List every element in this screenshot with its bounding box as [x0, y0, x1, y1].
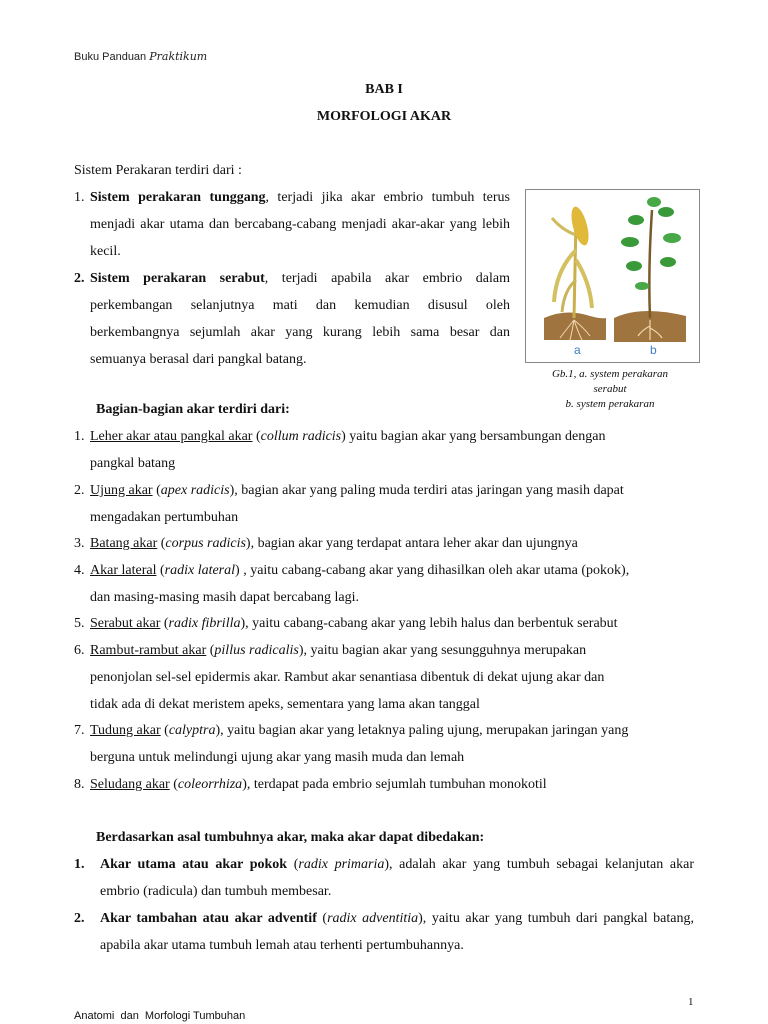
system-2-desc: , terjadi apabila akar embrio dalam perkembangan selanjutnya mati dan kemudian disusul oleh berkembangnya sejumlah akar yang kurang lebih sama besar dan semuanya berasal dari pangkal batang. — [90, 271, 510, 367]
item-latin: pillus radicalis — [214, 643, 299, 658]
item-number: 6. — [74, 643, 85, 658]
item-desc: ), terdapat pada embrio sejumlah tumbuhan monokotil — [242, 777, 547, 792]
item-term: Serabut akar — [90, 616, 161, 631]
page-header — [74, 50, 207, 63]
header-script: Praktikum — [149, 50, 208, 63]
item-desc: ), adalah akar yang tumbuh sebagai kelanjutan akar embrio (radicula) dan tumbuh membesar. — [100, 857, 694, 899]
item-desc: ) , yaitu cabang-cabang akar yang dihasilkan oleh akar utama (pokok), — [235, 563, 630, 578]
item-desc: ), yaitu bagian akar yang sesungguhnya merupakan — [298, 643, 587, 658]
item-desc: ) yaitu bagian akar yang bersambungan dengan — [341, 429, 606, 444]
item-text: Akar lateral (radix lateral) , yaitu cabang-cabang akar yang dihasilkan oleh akar utama (pokok), dan masing-masing masih dapat bercabang lagi. — [90, 563, 630, 605]
label-a: a — [574, 343, 581, 357]
system-2-number: 2. — [74, 271, 85, 286]
item-text: Tudung akar (calyptra), yaitu bagian akar yang letaknya paling ujung, merupakan jaringan yang berguna untuk melindungi ujung akar yang masih muda dan lemah — [90, 723, 629, 765]
header-text: Buku Panduan — [74, 51, 147, 63]
item-desc: ), bagian akar yang terdapat antara leher akar dan ujungnya — [245, 536, 578, 551]
item-desc-cont: berguna untuk melindungi ujung akar yang masih muda dan lemah — [90, 750, 465, 765]
item-number: 2. — [74, 483, 85, 498]
item-desc-cont: mengadakan pertumbuhan — [90, 510, 239, 525]
item-number: 1. — [74, 429, 85, 444]
item-text: Akar utama atau akar pokok (radix primaria), adalah akar yang tumbuh sebagai kelanjutan akar embrio (radicula) dan tumbuh membesar. — [100, 857, 694, 899]
intro-text: Sistem Perakaran terdiri dari : — [74, 163, 242, 178]
item-text: Rambut-rambut akar (pillus radicalis), yaitu bagian akar yang sesungguhnya merupakan penonjolan sel-sel epidermis akar. Rambut akar senantiasa dibentuk di dekat ujung akar dan tidak ada di dekat meristem apeks, sementara yang lama akan tanggal — [90, 643, 605, 712]
figure-caption-line2: serabut — [593, 383, 627, 395]
item-latin: radix fibrilla — [168, 616, 241, 631]
item-latin: coleorrhiza — [177, 777, 243, 792]
item-desc-cont: pangkal batang — [90, 456, 176, 471]
chapter-title: MORFOLOGI AKAR — [316, 109, 452, 124]
item-number: 3. — [74, 536, 85, 551]
label-b: b — [650, 343, 657, 357]
item-desc: ), yaitu akar yang tumbuh dari pangkal batang, apabila akar utama tumbuh lemah atau terhenti pertumbuhannya. — [100, 911, 694, 953]
item-desc: ), yaitu cabang-cabang akar yang lebih halus dan berbentuk serabut — [240, 616, 618, 631]
root-system-figure — [525, 189, 700, 363]
parts-heading: Bagian-bagian akar terdiri dari: — [96, 402, 290, 417]
item-latin: collum radicis — [260, 429, 342, 444]
item-text: Serabut akar (radix fibrilla), yaitu cabang-cabang akar yang lebih halus dan berbentuk serabut — [90, 616, 618, 631]
system-1-term: Sistem perakaran tunggang — [90, 190, 266, 205]
root-system-illustration — [526, 190, 699, 362]
item-text: Seludang akar (coleorrhiza), terdapat pada embrio sejumlah tumbuhan monokotil — [90, 777, 547, 792]
item-latin: radix primaria — [298, 857, 385, 872]
item-text: Ujung akar (apex radicis), bagian akar yang paling muda terdiri atas jaringan yang masih dapat mengadakan pertumbuhan — [90, 483, 624, 525]
item-text: Leher akar atau pangkal akar (collum radicis) yaitu bagian akar yang bersambungan dengan pangkal batang — [90, 429, 606, 471]
system-1-number: 1. — [74, 190, 85, 205]
system-2-term: Sistem perakaran serabut — [90, 271, 265, 286]
item-text: Batang akar (corpus radicis), bagian akar yang terdapat antara leher akar dan ujungnya — [90, 536, 578, 551]
item-term: Batang akar — [90, 536, 158, 551]
item-desc: ), bagian akar yang paling muda terdiri atas jaringan yang masih dapat — [229, 483, 624, 498]
page-number: 1 — [688, 996, 694, 1008]
chapter-number: BAB I — [365, 82, 403, 97]
origin-heading: Berdasarkan asal tumbuhnya akar, maka akar dapat dibedakan: — [96, 830, 485, 845]
item-latin: corpus radicis — [165, 536, 246, 551]
item-number: 2. — [74, 911, 85, 926]
item-desc-cont2: tidak ada di dekat meristem apeks, sementara yang lama akan tanggal — [90, 697, 480, 712]
item-text: Akar tambahan atau akar adventif (radix adventitia), yaitu akar yang tumbuh dari pangkal batang, apabila akar utama tumbuh lemah atau terhenti pertumbuhannya. — [100, 911, 694, 953]
item-desc: ), yaitu bagian akar yang letaknya paling ujung, merupakan jaringan yang — [215, 723, 629, 738]
item-term: Tudung akar — [90, 723, 161, 738]
system-1-text — [90, 184, 510, 265]
figure-caption-line3: b. system perakaran — [565, 398, 655, 410]
item-desc-cont: penonjolan sel-sel epidermis akar. Rambut akar senantiasa dibentuk di dekat ujung akar dan — [90, 670, 605, 685]
item-number: 8. — [74, 777, 85, 792]
corn-plant-icon — [552, 205, 592, 318]
item-term: Rambut-rambut akar — [90, 643, 207, 658]
system-1-desc: , terjadi jika akar embrio tumbuh terus menjadi akar utama dan bercabang-cabang menjadi akar-akar yang lebih kecil. — [90, 190, 510, 259]
page-footer: Anatomi dan Morfologi Tumbuhan — [74, 1010, 246, 1022]
item-number: 7. — [74, 723, 85, 738]
item-term: Akar lateral — [90, 563, 157, 578]
item-latin: radix adventitia — [327, 911, 419, 926]
item-term: Akar tambahan atau akar adventif — [100, 911, 317, 926]
figure-caption-line1: Gb.1, a. system perakaran — [551, 368, 669, 380]
item-term: Akar utama atau akar pokok — [100, 857, 288, 872]
item-latin: apex radicis — [160, 483, 230, 498]
item-number: 5. — [74, 616, 85, 631]
item-term: Seludang akar — [90, 777, 170, 792]
item-term: Leher akar atau pangkal akar — [90, 429, 253, 444]
system-2-text — [90, 265, 510, 373]
item-desc-cont: dan masing-masing masih dapat bercabang lagi. — [90, 590, 360, 605]
item-number: 1. — [74, 857, 85, 872]
dicot-plant-icon — [621, 197, 681, 318]
item-term: Ujung akar — [90, 483, 153, 498]
item-latin: radix lateral — [164, 563, 236, 578]
item-latin: calyptra — [168, 723, 216, 738]
item-number: 4. — [74, 563, 85, 578]
